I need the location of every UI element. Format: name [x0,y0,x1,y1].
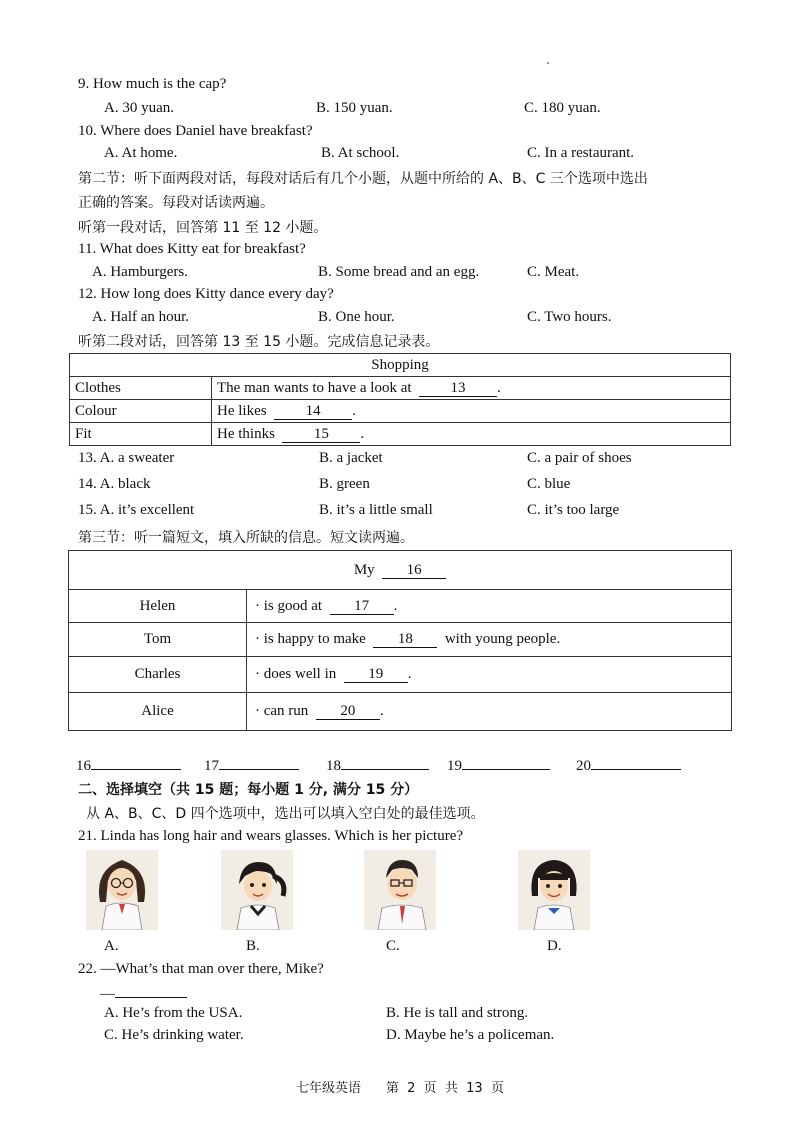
q11-option-b: B. Some bread and an egg. [318,264,480,280]
table-row [70,400,731,423]
section2-line1: 第二节：听下面两段对话，每段对话后有几个小题，从题中所给的 A、B、C 三个选项中选出 [78,171,648,187]
part2-instruction: 从 A、B、C、D 四个选项中，选出可以填入空白处的最佳选项。 [86,806,485,822]
q10-option-b: B. At school. [321,145,400,161]
row-name: Tom [69,623,247,657]
my-table [68,550,732,731]
q12-text: 12. How long does Kitty dance every day? [78,286,334,302]
shopping-table [69,353,731,446]
answer-line-17 [204,755,299,775]
q10-text: 10. Where does Daniel have breakfast? [78,123,313,139]
q14-option-a: 14. A. black [78,476,151,492]
q22-answer-line [100,983,187,1003]
row-label: Fit [70,423,212,446]
q10-option-a: A. At home. [104,145,178,161]
q21-option-d: D. [547,938,562,954]
answer-blank-15: 15 [282,426,360,443]
title-prefix: My [353,561,375,578]
boy-glasses-picture[interactable] [364,850,436,930]
q14-option-c: C. blue [527,476,571,492]
q15-option-b: B. it’s a little small [319,502,433,518]
q21-option-b: B. [246,938,260,954]
q22-option-d: D. Maybe he’s a policeman. [386,1027,555,1043]
answer-blank-16: 16 [382,562,446,579]
table-row [69,693,732,731]
q11-option-a: A. Hamburgers. [92,264,188,280]
q15-option-c: C. it’s too large [527,502,620,518]
answer-blank-14: 14 [274,403,352,420]
q21-option-c: C. [386,938,400,954]
q12-option-c: C. Two hours. [527,309,612,325]
answer-line-19 [447,755,550,775]
row-prefix: He likes [217,402,267,419]
scan-speck [547,62,549,64]
q22-option-a: A. He’s from the USA. [104,1005,243,1021]
answer-blank[interactable] [219,755,299,770]
row-prefix: · is happy to make [255,631,366,647]
answer-blank-18: 18 [373,631,437,648]
answer-number: 17 [204,758,219,774]
q13-option-a: 13. A. a sweater [78,450,175,466]
row-suffix: with young people. [444,631,561,647]
q10-option-c: C. In a restaurant. [527,145,635,161]
answer-line-20 [576,755,681,775]
answer-blank-17: 17 [330,598,394,615]
row-prefix: · is good at [255,597,323,614]
answer-number: 16 [76,758,91,774]
answer-blank-20: 20 [316,703,380,720]
q15-option-a: 15. A. it’s excellent [78,502,195,518]
q11-text: 11. What does Kitty eat for breakfast? [78,241,306,257]
row-content [247,693,732,731]
table-row [70,423,731,446]
answer-number: 20 [576,758,591,774]
row-name: Helen [69,590,247,623]
q12-option-b: B. One hour. [318,309,395,325]
q9-text: 9. How much is the cap? [78,76,227,92]
answer-blank-13: 13 [419,380,497,397]
q9-option-a: A. 30 yuan. [104,100,174,116]
girl-ponytail-picture[interactable] [221,850,293,930]
row-suffix: . [393,597,398,614]
table-row [70,377,731,400]
answer-number: 18 [326,758,341,774]
table-row [69,590,732,623]
answer-blank[interactable] [591,755,681,770]
section3-heading: 第三节：听一篇短文，填入所缺的信息。短文读两遍。 [78,530,414,546]
dialog1-heading: 听第一段对话，回答第 11 至 12 小题。 [78,220,328,236]
row-content [212,400,731,423]
row-prefix: The man wants to have a look at [217,379,412,396]
q11-option-c: C. Meat. [527,264,580,280]
answer-blank[interactable] [341,755,429,770]
row-content [247,623,732,657]
q9-option-c: C. 180 yuan. [524,100,601,116]
q9-option-b: B. 150 yuan. [316,100,393,116]
answer-number: 19 [447,758,462,774]
dialog2-heading: 听第二段对话，回答第 13 至 15 小题。完成信息记录表。 [78,334,440,350]
row-prefix: · can run [255,703,309,719]
girl-glasses-picture[interactable] [86,850,158,930]
table-row [69,657,732,693]
row-label: Clothes [70,377,212,400]
row-label: Colour [70,400,212,423]
row-suffix: . [360,425,365,442]
q22-text: 22. —What’s that man over there, Mike? [78,961,324,977]
row-content [212,423,731,446]
row-suffix: . [407,666,412,682]
row-suffix: . [379,703,384,719]
row-suffix: . [497,379,501,396]
row-prefix: · does well in [255,666,337,682]
answer-blank[interactable] [115,983,187,998]
q14-option-b: B. green [319,476,370,492]
q13-option-b: B. a jacket [319,450,383,466]
dash: — [100,986,115,1002]
girl-short-hair-picture[interactable] [518,850,590,930]
q21-option-a: A. [104,938,119,954]
q12-option-a: A. Half an hour. [92,309,190,325]
my-table-title [69,551,732,590]
row-name: Charles [69,657,247,693]
row-content [212,377,731,400]
answer-line-18 [326,755,429,775]
q22-option-c: C. He’s drinking water. [104,1027,244,1043]
row-content [247,590,732,623]
part2-title: 二、选择填空（共 15 题；每小题 1 分, 满分 15 分） [78,782,419,798]
table-row [69,623,732,657]
q21-text: 21. Linda has long hair and wears glasses. Which is her picture? [78,828,464,844]
row-prefix: He thinks [217,425,275,442]
answer-blank[interactable] [91,755,181,770]
shopping-table-title: Shopping [70,354,731,377]
page-footer: 七年级英语 第 2 页 共 13 页 [296,1081,504,1096]
section2-line2: 正确的答案。每段对话读两遍。 [78,195,274,211]
row-content [247,657,732,693]
q13-option-c: C. a pair of shoes [527,450,632,466]
answer-blank[interactable] [462,755,550,770]
answer-line-16 [76,755,181,775]
q22-option-b: B. He is tall and strong. [386,1005,529,1021]
row-suffix: . [352,402,356,419]
answer-blank-19: 19 [344,666,408,683]
row-name: Alice [69,693,247,731]
